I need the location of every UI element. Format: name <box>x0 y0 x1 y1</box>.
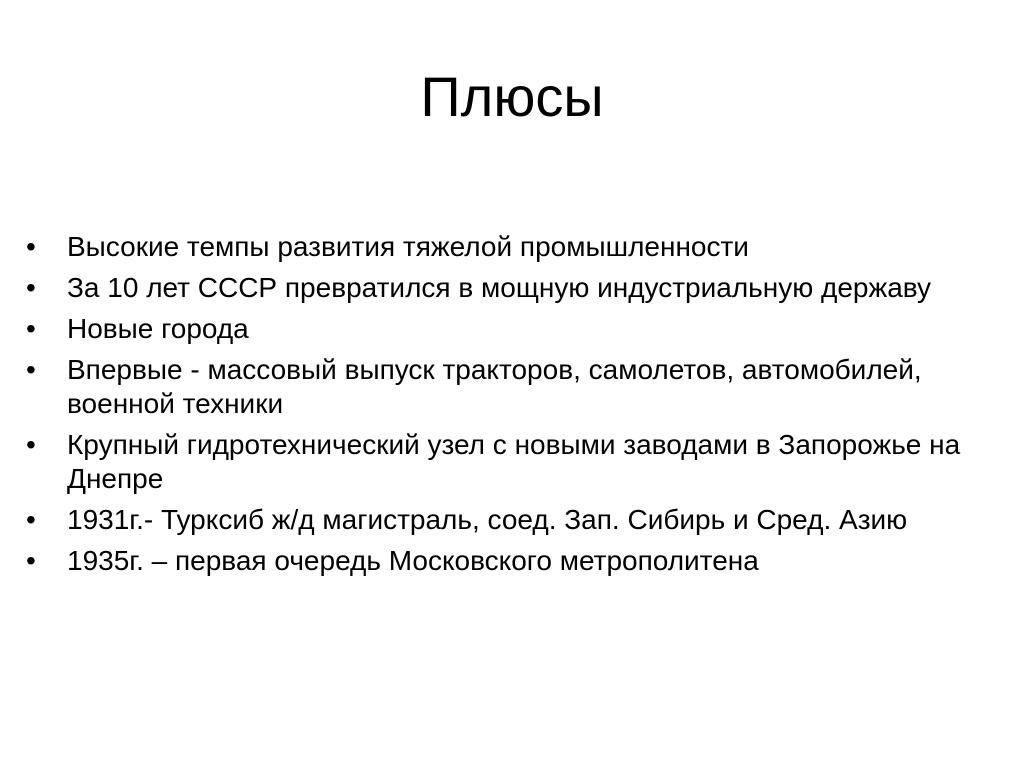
list-item-text: Новые города <box>67 313 249 344</box>
list-item <box>26 503 996 537</box>
list-item-text: Крупный гидротехнический узел с новыми заводами в Запорожье на Днепре <box>67 429 961 494</box>
bullet-icon: • <box>26 272 36 303</box>
slide-title: Плюсы <box>420 65 604 128</box>
list-item <box>26 428 996 496</box>
list-item <box>26 271 996 305</box>
list-item-text: За 10 лет СССР превратился в мощную индустриальную державу <box>67 272 932 303</box>
list-item <box>26 312 996 346</box>
bullet-icon: • <box>26 231 36 262</box>
list-item <box>26 544 996 578</box>
list-item-text: Высокие темпы развития тяжелой промышленности <box>67 231 749 262</box>
bullet-icon: • <box>26 354 36 385</box>
list-item-text: 1935г. – первая очередь Московского метрополитена <box>67 545 759 576</box>
list-item <box>26 230 996 264</box>
list-item-text: 1931г.- Турксиб ж/д магистраль, соед. Зап. Сибирь и Сред. Азию <box>67 504 908 535</box>
bullet-icon: • <box>26 429 36 460</box>
bullet-icon: • <box>26 545 36 576</box>
list-item-text: Впервые - массовый выпуск тракторов, самолетов, автомобилей, военной техники <box>67 354 922 419</box>
bullet-icon: • <box>26 504 36 535</box>
bullet-icon: • <box>26 313 36 344</box>
bullet-list <box>26 230 996 585</box>
list-item <box>26 353 996 421</box>
